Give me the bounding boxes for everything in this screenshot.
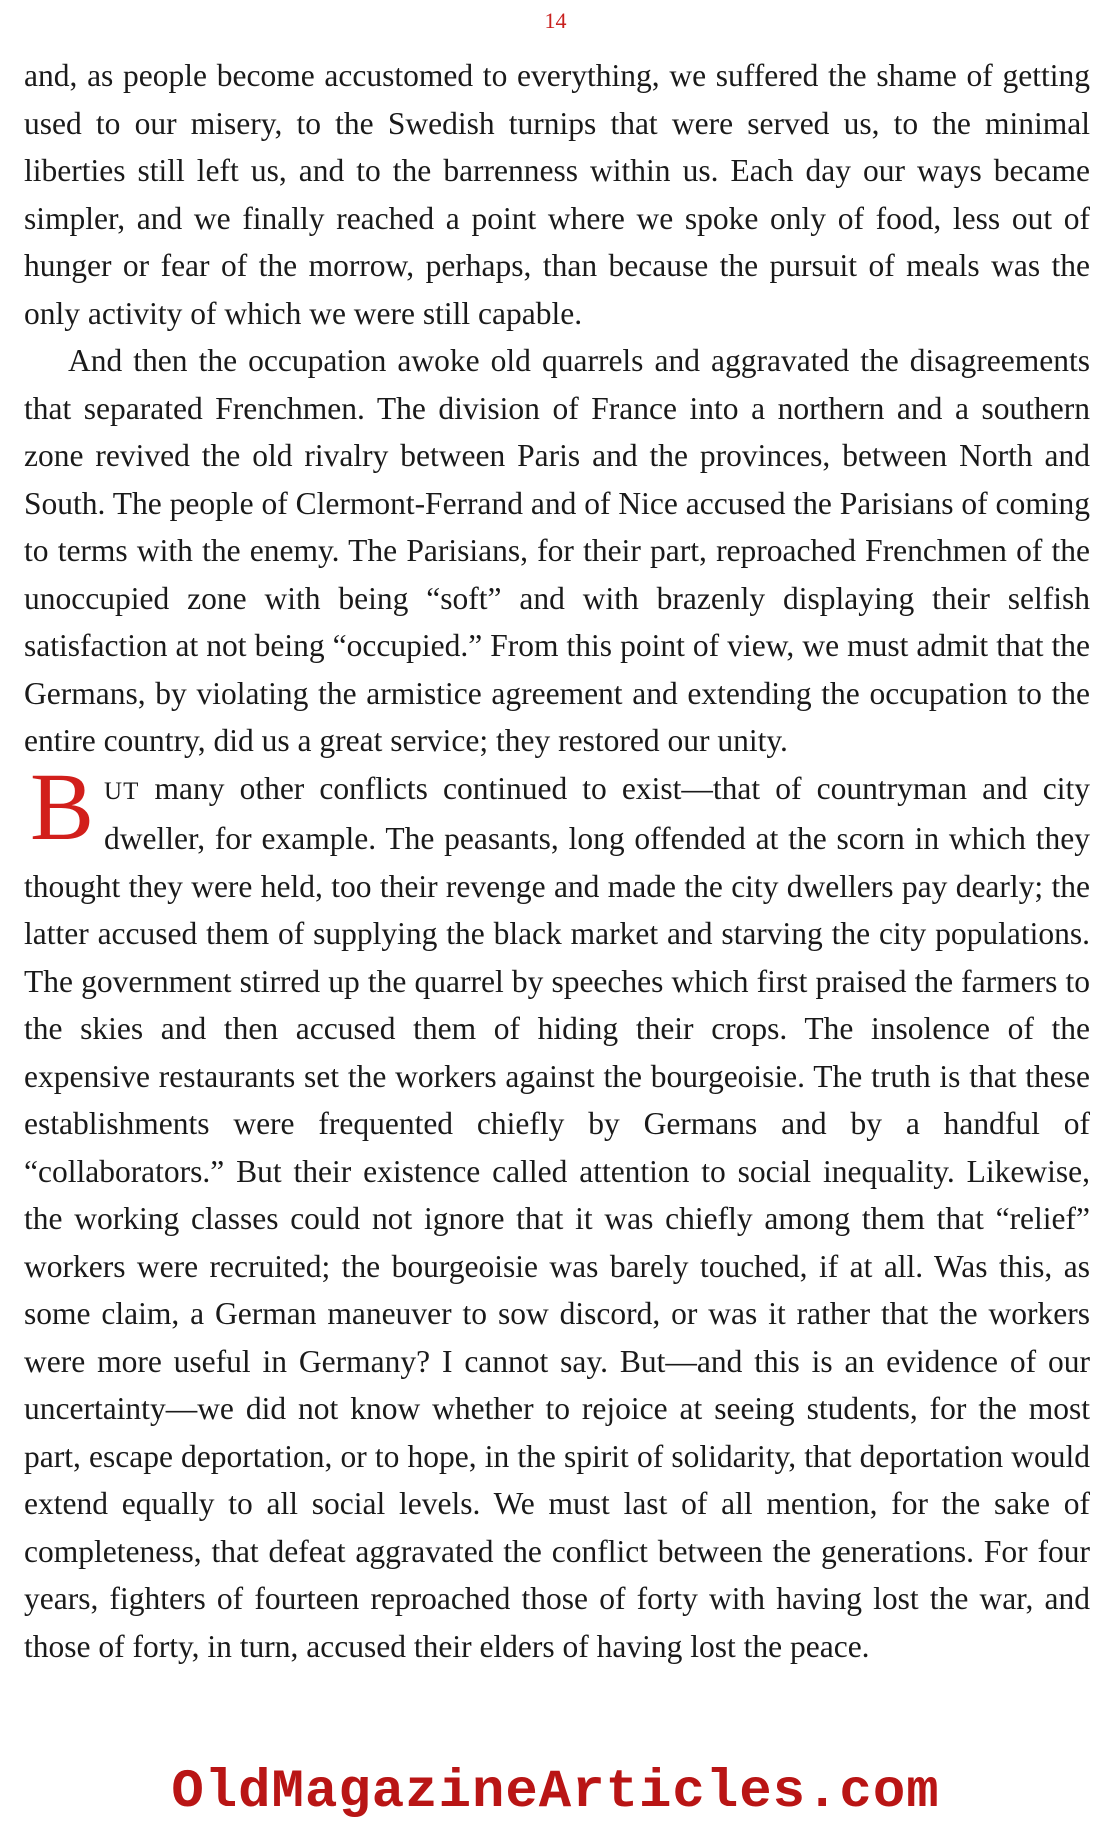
paragraph-1: and, as people become accustomed to everything, we suffered the shame of getting used to our misery, to the Swedish turnips that were served us, to the minimal liberties still left us, and to the barrenness within us. Each day our ways became simpler, and we finally reached a point where we spoke only of food, less out of hunger or fear of the morrow, perhaps, than because the pursuit of meals was the only activity of which we were still capable.: [24, 58, 1090, 331]
paragraph-2: And then the occupation awoke old quarrels and aggravated the disagreements that separated Frenchmen. The division of France into a northern and a southern zone revived the old rivalry between Paris and the provinces, between North and South. The people of Clermont-Ferrand and of Nice accused the Parisians of coming to terms with the enemy. The Parisians, for their part, reproached Frenchmen of the unoccupied zone with being “soft” and with brazenly displaying their selfish satisfaction at not being “occupied.” From this point of view, we must admit that the Germans, by violating the armistice agreement and extending the occupation to the entire country, did us a great service; they restored our unity.: [24, 343, 1090, 758]
site-watermark: OldMagazineArticles.com: [171, 1762, 940, 1823]
article-body: [24, 52, 1090, 1670]
page-number: 14: [544, 8, 567, 33]
paragraph-3-text: many other conflicts continued to exist—that of countryman and city dweller, for example. The peasants, long offended at the scorn in which they thought they were held, too their revenge and made the city dwellers pay dearly; the latter accused them of supplying the black market and starving the city populations. The government stirred up the quarrel by speeches which first praised the farmers to the skies and then accused them of hiding their crops. The insolence of the expensive restaurants set the workers against the bourgeoisie. The truth is that these establishments were frequented chiefly by Germans and by a handful of “collaborators.” But their existence called attention to social inequality. Likewise, the working classes could not ignore that it was chiefly among them that “relief” workers were recruited; the bourgeoisie was barely touched, if at all. Was this, as some claim, a German maneuver to sow discord, or was it rather that the workers were more useful in Germany? I cannot say. But—and this is an evidence of our uncertainty—we did not know whether to rejoice at seeing students, for the most part, escape deportation, or to hope, in the spirit of solidarity, that deportation would extend equally to all social levels. We must last of all mention, for the sake of completeness, that defeat aggravated the conflict between the generations. For four years, fighters of fourteen reproached those of forty with having lost the war, and those of forty, in turn, accused their elders of having lost the peace.: [24, 770, 1090, 1664]
drop-cap: B: [30, 752, 95, 860]
paragraph-3: [24, 752, 1090, 1671]
small-caps-lead: UT: [104, 777, 140, 805]
